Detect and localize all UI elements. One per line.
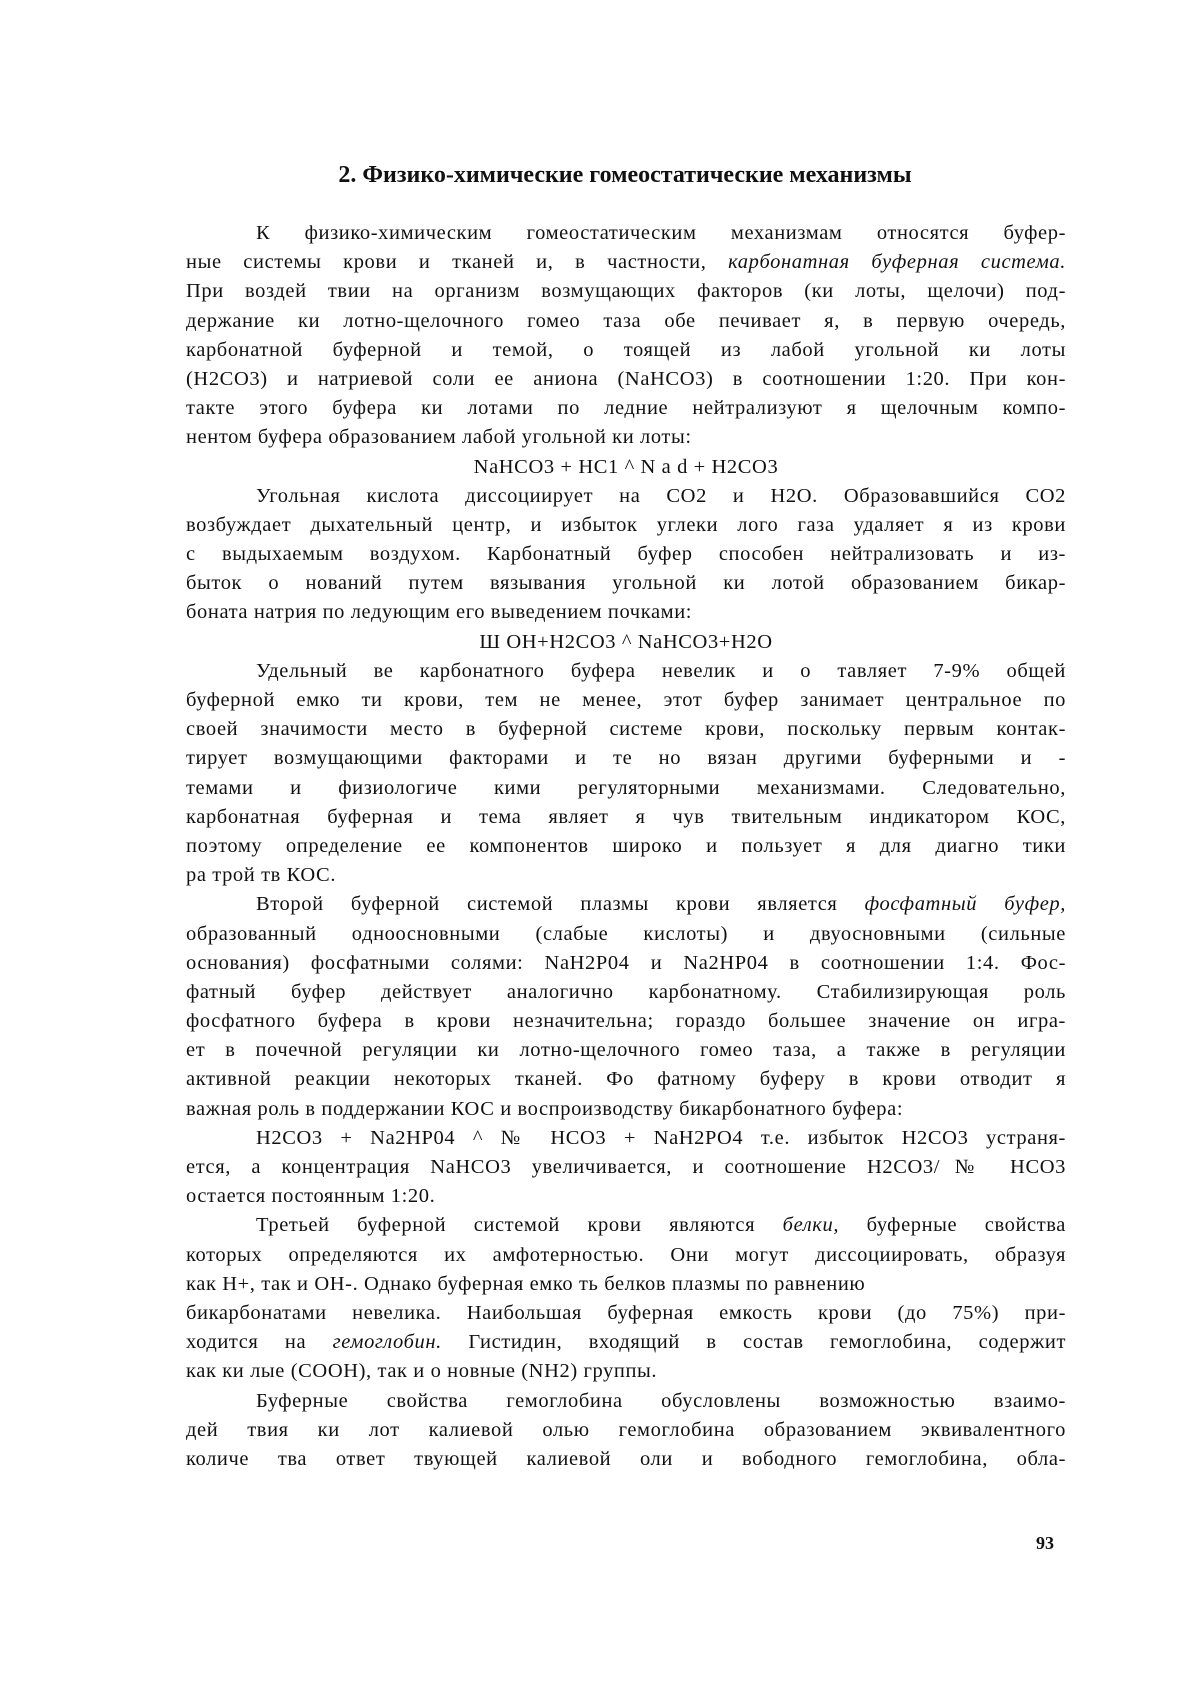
text-segment: поэтому определение ее компонентов широко и пользует я для диагно тики: [186, 834, 1066, 857]
text-segment: которых определяются их амфотерностью. Они могут диссоциировать, образуя: [186, 1243, 1066, 1266]
text-line: [186, 482, 1066, 511]
text-line: [186, 774, 1066, 803]
text-segment: своей значимости место в буферной системе крови, поскольку первым контак-: [186, 718, 1066, 741]
text-segment: темами и физиологиче кими регуляторными механизмами. Следовательно,: [186, 776, 1066, 799]
text-segment: держание ки лотно-щелочного гомео таза обе печивает я, в первую очередь,: [186, 309, 1066, 332]
text-line: [186, 1036, 1066, 1065]
text-line: [186, 394, 1066, 423]
text-line: [186, 1065, 1066, 1094]
text-line: [186, 686, 1066, 715]
text-line: [186, 949, 1066, 978]
text-segment: бикарбонатами невелика. Наибольшая буферная емкость крови (до 75%) при-: [186, 1301, 1066, 1324]
text-line: [186, 336, 1066, 365]
italic-term: карбонатная буферная система.: [728, 251, 1066, 274]
text-segment: как Н+, так и ОН-. Однако буферная емко ть белков плазмы по равнению: [186, 1272, 866, 1295]
italic-term: гемоглобин.: [332, 1331, 442, 1354]
text-segment: тирует возмущающими факторами и те но вязан другими буферными и -: [186, 747, 1066, 770]
text-segment: Ш OH+H2CO3 ^ NaHCO3+H2O: [479, 630, 773, 653]
text-line: [186, 803, 1066, 832]
text-line: [186, 1211, 1066, 1240]
text-segment: остается постоянным 1:20.: [186, 1185, 436, 1208]
text-line: [186, 569, 1066, 598]
text-line: [186, 1270, 1066, 1299]
text-segment: буферные свойства: [839, 1214, 1066, 1237]
text-segment: основания) фосфатными солями: NaH2P04 и Na2HP04 в соотношении 1:4. Фос-: [186, 951, 1066, 974]
text-line: [186, 1095, 1066, 1124]
text-line: [186, 715, 1066, 744]
text-segment: активной реакции некоторых тканей. Фо фатному буферу в крови отводит я: [186, 1068, 1066, 1091]
text-line: [186, 365, 1066, 394]
text-line: [186, 453, 1066, 482]
text-segment: ет в почечной регуляции ки лотно-щелочного гомео таза, а также в регуляции: [186, 1039, 1066, 1062]
text-line: [186, 1241, 1066, 1270]
text-line: [186, 1416, 1066, 1445]
text-segment: важная роль в поддержании КОС и воспроизводству бикарбонатного буфера:: [186, 1097, 904, 1120]
text-segment: ходится на: [186, 1331, 333, 1354]
text-line: [186, 248, 1066, 277]
text-line: [186, 890, 1066, 919]
text-line: [186, 1182, 1066, 1211]
text-segment: ра трой тв КОС.: [186, 864, 337, 887]
text-segment: При воздей твии на организм возмущающих факторов (ки лоты, щелочи) под-: [186, 280, 1066, 303]
text-line: [186, 1124, 1066, 1153]
text-segment: фосфатного буфера в крови незначительна; гораздо большее значение он игра-: [186, 1010, 1066, 1033]
body-text: [186, 219, 1066, 1474]
text-segment: возбуждает дыхательный центр, и избыток углеки лого газа удаляет я из крови: [186, 513, 1066, 536]
text-segment: быток о нований путем вязывания угольной ки лотой образованием бикар-: [186, 572, 1066, 595]
text-segment: H2CO3 + Na2HP04 ^ № HCO3 + NaH2PO4 т.е. избыток H2CO3 устраня-: [256, 1126, 1066, 1149]
text-line: [186, 307, 1066, 336]
text-line: [186, 598, 1066, 627]
text-line: [186, 277, 1066, 306]
text-segment: образованный одноосновными (слабые кислоты) и двуосновными (сильные: [186, 922, 1066, 945]
text-segment: ные системы крови и тканей и, в частности,: [186, 251, 729, 274]
text-line: [186, 832, 1066, 861]
text-line: [186, 657, 1066, 686]
text-line: [186, 1328, 1066, 1357]
text-segment: Буферные свойства гемоглобина обусловлены возможностью взаимо-: [256, 1389, 1066, 1412]
text-segment: К физико-химическим гомеостатическим механизмам относятся буфер-: [256, 222, 1066, 244]
text-line: [186, 1299, 1066, 1328]
text-segment: Угольная кислота диссоциирует на CO2 и H2O. Образовавшийся CO2: [256, 484, 1066, 507]
text-segment: Гистидин, входящий в состав гемоглобина, содержит: [441, 1331, 1066, 1354]
text-segment: боната натрия по ледующим его выведением почками:: [186, 601, 693, 624]
text-line: [186, 219, 1066, 248]
text-line: [186, 978, 1066, 1007]
text-segment: карбонатной буферной и темой, о тоящей из лабой угольной ки лоты: [186, 338, 1066, 361]
text-line: [186, 920, 1066, 949]
text-line: [186, 540, 1066, 569]
italic-term: фосфатный буфер,: [864, 893, 1066, 916]
text-segment: буферной емко ти крови, тем не менее, этот буфер занимает центральное по: [186, 689, 1066, 711]
text-segment: с выдыхаемым воздухом. Карбонатный буфер способен нейтрализовать и из-: [186, 543, 1066, 566]
text-line: [186, 1007, 1066, 1036]
text-segment: (H2CO3) и натриевой соли ее аниона (NaHCO3) в соотношении 1:20. При кон-: [186, 367, 1066, 390]
text-segment: количе тва ответ твующей калиевой оли и вободного гемоглобина, обла-: [186, 1447, 1066, 1470]
text-line: [186, 1357, 1066, 1386]
text-line: [186, 1445, 1066, 1474]
section-heading: 2. Физико-химические гомеостатические механизмы: [338, 162, 912, 188]
text-segment: как ки лые (СООН), так и о новные (NH2) группы.: [186, 1360, 658, 1383]
text-line: [186, 628, 1066, 657]
text-segment: дей твия ки лот калиевой олью гемоглобина образованием эквивалентного: [186, 1418, 1066, 1441]
page-number: 93: [1036, 1533, 1054, 1553]
text-line: [186, 1387, 1066, 1416]
text-segment: Второй буферной системой плазмы крови является: [256, 893, 865, 916]
text-segment: нентом буфера образованием лабой угольной ки лоты:: [186, 426, 692, 449]
italic-term: белки,: [782, 1214, 840, 1237]
text-segment: фатный буфер действует аналогично карбонатному. Стабилизирующая роль: [186, 980, 1066, 1003]
text-segment: NaHCO3 + HC1 ^ N a d + H2CO3: [473, 455, 779, 478]
text-segment: Третьей буферной системой крови являются: [256, 1214, 783, 1237]
text-segment: такте этого буфера ки лотами по ледние нейтрализуют я щелочным компо-: [186, 397, 1066, 420]
text-segment: ется, а концентрация NaHCO3 увеличивается, и соотношение H2CO3/№ HCO3: [186, 1156, 1066, 1178]
text-line: [186, 744, 1066, 773]
text-line: [186, 1153, 1066, 1182]
text-line: [186, 423, 1066, 452]
text-line: [186, 861, 1066, 890]
text-segment: карбонатная буферная и тема являет я чув твительным индикатором КОС,: [186, 805, 1066, 828]
text-segment: Удельный ве карбонатного буфера невелик и о тавляет 7-9% общей: [256, 659, 1066, 682]
text-line: [186, 511, 1066, 540]
